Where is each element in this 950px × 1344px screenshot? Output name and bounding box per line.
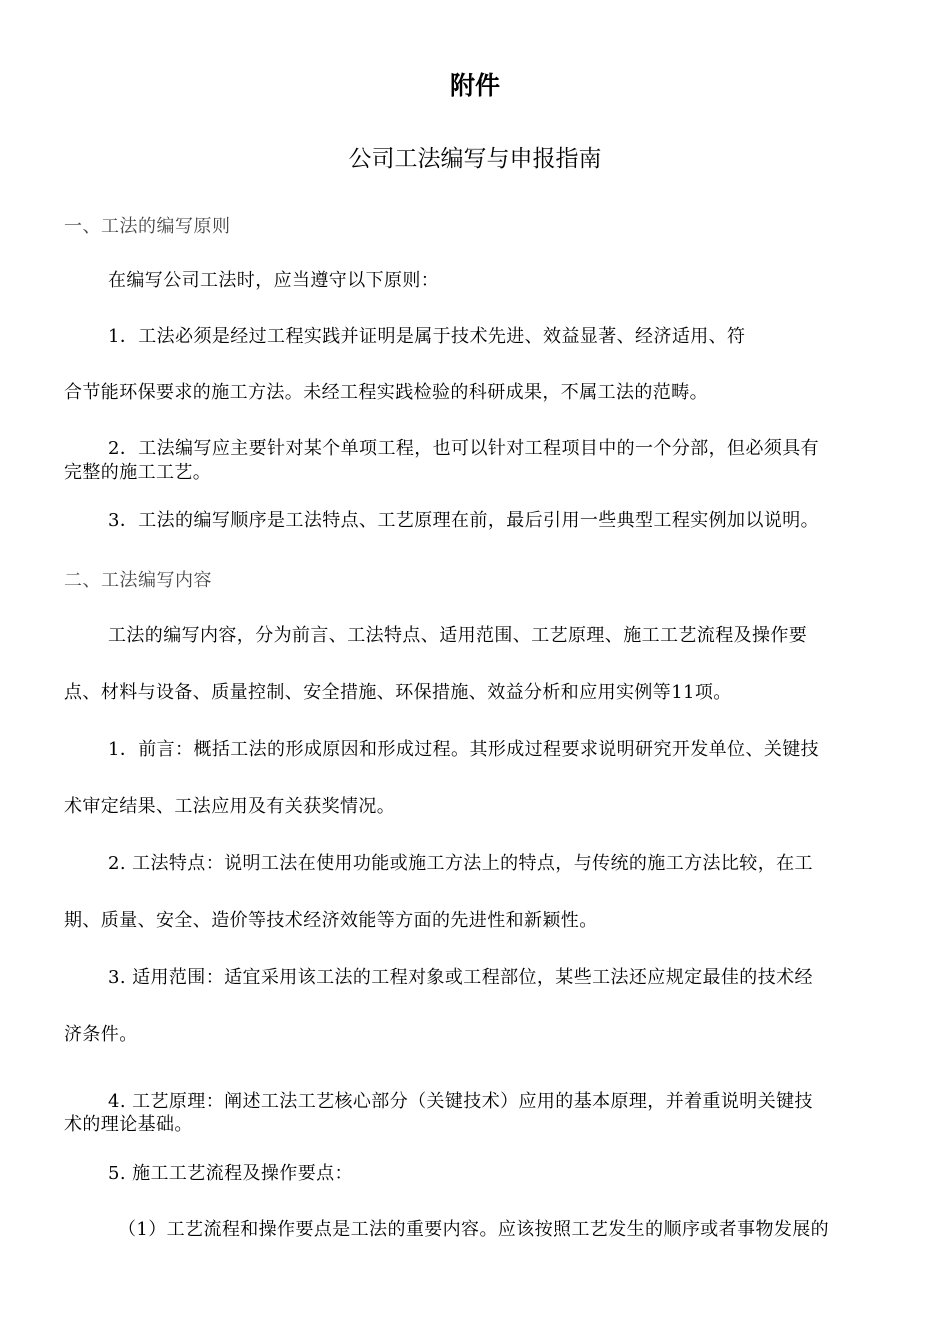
paragraph-principle-1-line-1: 1．工法必须是经过工程实践并证明是属于技术先进、效益显著、经济适用、符 — [108, 326, 746, 347]
paragraph-principle-2-line-2: 完整的施工工艺。 — [64, 462, 212, 483]
document-title: 附件 — [449, 71, 500, 100]
paragraph-item-3-line-2: 济条件。 — [64, 1024, 138, 1045]
paragraph-item-4-line-2: 术的理论基础。 — [64, 1114, 193, 1135]
document-subtitle: 公司工法编写与申报指南 — [348, 146, 602, 172]
section-heading-principles: 一、工法的编写原则 — [64, 216, 231, 237]
paragraph-principle-3: 3．工法的编写顺序是工法特点、工艺原理在前，最后引用一些典型工程实例加以说明。 — [108, 510, 820, 531]
paragraph-item-1-line-1: 1．前言：概括工法的形成原因和形成过程。其形成过程要求说明研究开发单位、关键技 — [108, 739, 820, 760]
paragraph-content-intro-line-2: 点、材料与设备、质量控制、安全措施、环保措施、效益分析和应用实例等11项。 — [64, 682, 732, 703]
paragraph-item-3-line-1: 3. 适用范围：适宜采用该工法的工程对象或工程部位，某些工法还应规定最佳的技术经 — [108, 967, 813, 988]
section-heading-content: 二、工法编写内容 — [64, 570, 212, 591]
paragraph-item-2-line-1: 2. 工法特点：说明工法在使用功能或施工方法上的特点，与传统的施工方法比较，在工 — [108, 853, 813, 874]
paragraph-principle-1-line-2: 合节能环保要求的施工方法。未经工程实践检验的科研成果，不属工法的范畴。 — [64, 382, 708, 403]
paragraph-content-intro-line-1: 工法的编写内容，分为前言、工法特点、适用范围、工艺原理、施工工艺流程及操作要 — [108, 625, 808, 646]
paragraph-principle-2-line-1: 2．工法编写应主要针对某个单项工程，也可以针对工程项目中的一个分部，但必须具有 — [108, 438, 820, 459]
paragraph-item-4-line-1: 4. 工艺原理：阐述工法工艺核心部分（关键技术）应用的基本原理，并着重说明关键技 — [108, 1091, 813, 1112]
paragraph-item-2-line-2: 期、质量、安全、造价等技术经济效能等方面的先进性和新颖性。 — [64, 910, 598, 931]
paragraph-item-5: 5. 施工工艺流程及操作要点： — [108, 1163, 353, 1184]
paragraph-principles-intro: 在编写公司工法时，应当遵守以下原则： — [108, 270, 440, 291]
paragraph-item-5-sub-1: （1）工艺流程和操作要点是工法的重要内容。应该按照工艺发生的顺序或者事物发展的 — [118, 1219, 830, 1240]
paragraph-item-1-line-2: 术审定结果、工法应用及有关获奖情况。 — [64, 796, 396, 817]
